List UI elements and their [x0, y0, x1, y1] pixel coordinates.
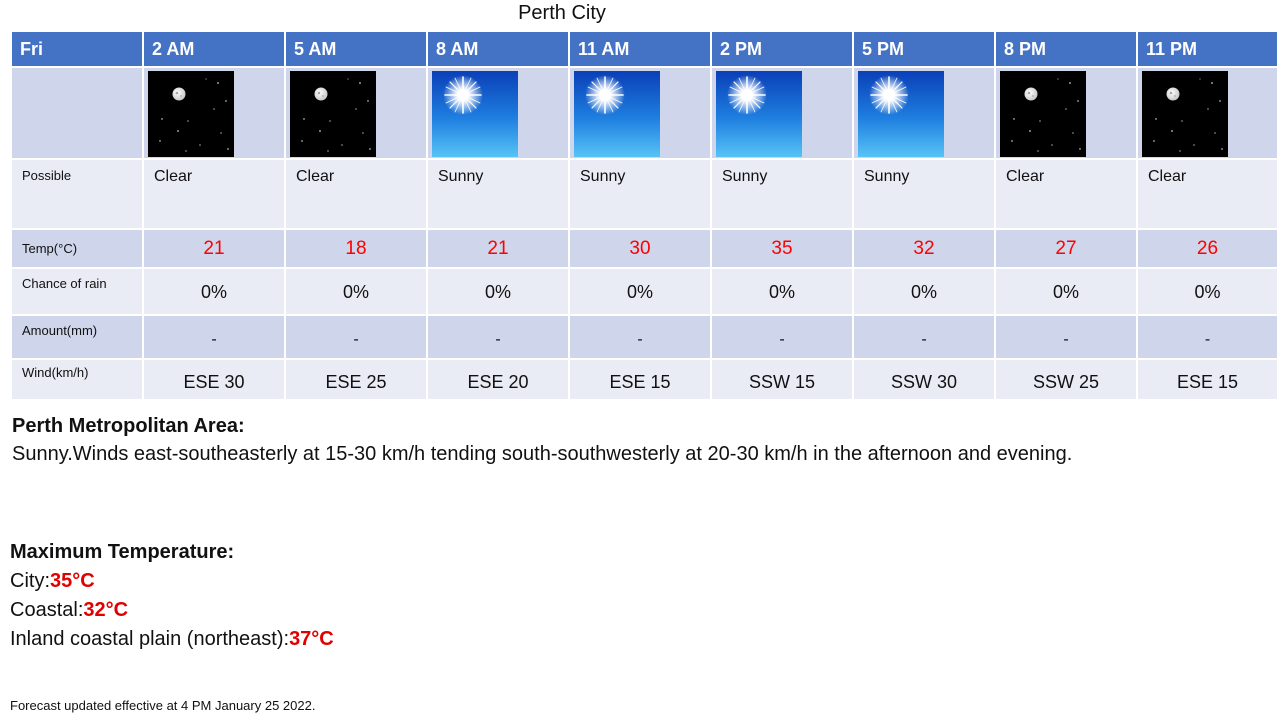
- time-header: 2 AM: [143, 32, 285, 67]
- rain-cell: 0%: [853, 268, 995, 315]
- temp-cell: 18: [285, 229, 427, 268]
- time-header: 8 AM: [427, 32, 569, 67]
- amount-cell: -: [143, 315, 285, 359]
- possible-row: [12, 159, 1277, 229]
- condition-cell: Sunny: [569, 159, 711, 229]
- temp-cell: 26: [1137, 229, 1277, 268]
- wind-cell: ESE 30: [143, 359, 285, 400]
- max-temp-label: Inland coastal plain (northeast):: [10, 628, 290, 650]
- rain-cell: 0%: [285, 268, 427, 315]
- amount-cell: -: [427, 315, 569, 359]
- max-temp-line: [10, 625, 334, 654]
- temp-cell: 21: [427, 229, 569, 268]
- condition-cell: Sunny: [711, 159, 853, 229]
- icon-row-label: [12, 67, 143, 159]
- amount-cell: -: [285, 315, 427, 359]
- wind-cell: SSW 30: [853, 359, 995, 400]
- max-temp-value: 32°C: [83, 599, 129, 621]
- max-temperature-section: [10, 538, 334, 654]
- sun-icon: [574, 71, 660, 157]
- max-temp-label: Coastal:: [10, 599, 84, 621]
- sun-icon: [716, 71, 802, 157]
- rain-cell: 0%: [569, 268, 711, 315]
- temp-cell: 32: [853, 229, 995, 268]
- sun-icon: [432, 71, 518, 157]
- wind-cell: ESE 15: [1137, 359, 1277, 400]
- condition-cell: Clear: [285, 159, 427, 229]
- time-header: 5 PM: [853, 32, 995, 67]
- time-header: 8 PM: [995, 32, 1137, 67]
- row-label: Chance of rain: [12, 268, 143, 315]
- amount-cell: -: [1137, 315, 1277, 359]
- max-temp-line: [10, 567, 334, 596]
- condition-cell: Clear: [1137, 159, 1277, 229]
- amount-cell: -: [853, 315, 995, 359]
- summary-heading: Perth Metropolitan Area:: [12, 415, 245, 437]
- max-temp-label: City:: [10, 570, 50, 592]
- summary-text: Sunny.Winds east-southeasterly at 15-30 km/h tending south-southwesterly at 20-30 km/h in the afternoon and evening.: [12, 443, 1073, 465]
- temp-cell: 30: [569, 229, 711, 268]
- max-temp-value: 35°C: [50, 570, 95, 592]
- forecast-footer: Forecast updated effective at 4 PM January 25 2022.: [10, 698, 316, 713]
- moon-night-icon: [1000, 71, 1086, 157]
- page-title: Perth City: [518, 2, 606, 24]
- area-summary: [12, 412, 1072, 468]
- time-header: 11 PM: [1137, 32, 1277, 67]
- wind-row: [12, 359, 1277, 400]
- rain-cell: 0%: [711, 268, 853, 315]
- amount-cell: -: [711, 315, 853, 359]
- weather-icon-row: [12, 67, 1277, 159]
- temp-row: [12, 229, 1277, 268]
- rain-row: [12, 268, 1277, 315]
- wind-cell: SSW 25: [995, 359, 1137, 400]
- time-header: 5 AM: [285, 32, 427, 67]
- rain-cell: 0%: [143, 268, 285, 315]
- wind-cell: ESE 15: [569, 359, 711, 400]
- row-label: Amount(mm): [12, 315, 143, 359]
- rain-cell: 0%: [1137, 268, 1277, 315]
- amount-cell: -: [569, 315, 711, 359]
- wind-cell: SSW 15: [711, 359, 853, 400]
- header-row: [12, 32, 1277, 67]
- temp-cell: 27: [995, 229, 1137, 268]
- wind-cell: ESE 25: [285, 359, 427, 400]
- temp-cell: 35: [711, 229, 853, 268]
- amount-row: [12, 315, 1277, 359]
- time-header: 11 AM: [569, 32, 711, 67]
- condition-cell: Sunny: [427, 159, 569, 229]
- row-label: Wind(km/h): [12, 359, 143, 400]
- rain-cell: 0%: [427, 268, 569, 315]
- moon-night-icon: [148, 71, 234, 157]
- time-header: 2 PM: [711, 32, 853, 67]
- moon-night-icon: [1142, 71, 1228, 157]
- max-temp-value: 37°C: [289, 628, 334, 650]
- sun-icon: [858, 71, 944, 157]
- condition-cell: Clear: [143, 159, 285, 229]
- forecast-table: [12, 32, 1277, 401]
- rain-cell: 0%: [995, 268, 1137, 315]
- row-label: Temp(°C): [12, 229, 143, 268]
- max-temp-heading: Maximum Temperature:: [10, 541, 235, 563]
- temp-cell: 21: [143, 229, 285, 268]
- amount-cell: -: [995, 315, 1137, 359]
- row-label: Possible: [12, 159, 143, 229]
- condition-cell: Clear: [995, 159, 1137, 229]
- moon-night-icon: [290, 71, 376, 157]
- max-temp-line: [10, 596, 334, 625]
- condition-cell: Sunny: [853, 159, 995, 229]
- day-label: Fri: [12, 32, 143, 67]
- wind-cell: ESE 20: [427, 359, 569, 400]
